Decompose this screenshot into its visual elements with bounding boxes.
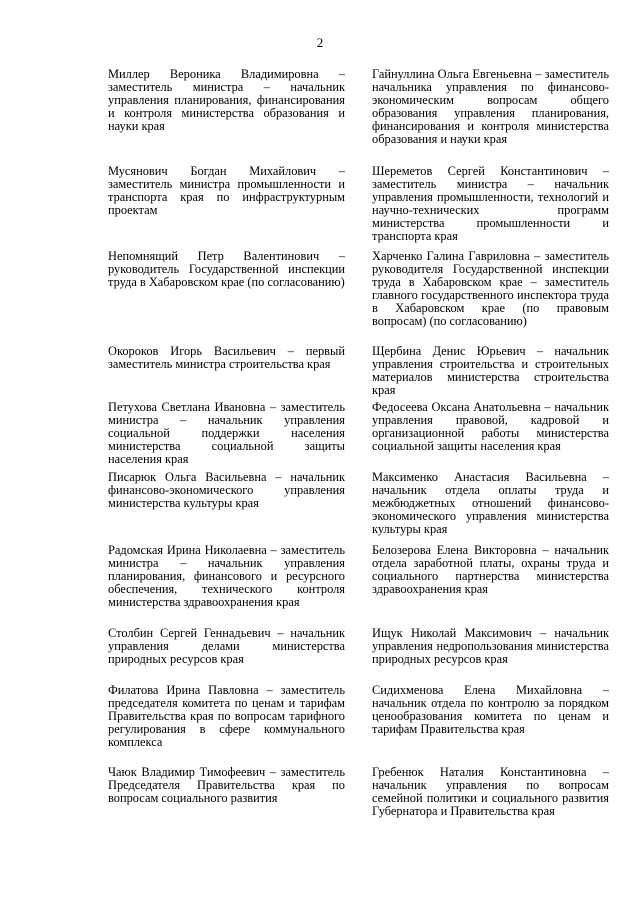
deputy-entry: Гайнуллина Ольга Евгеньевна – заместитель начальника управления по финансово-экономическим вопросам общего образования управления планирования, финансирования и контроля министерства образования и науки края: [372, 67, 609, 146]
deputy-entry: Ищук Николай Максимович – начальник управления недропользования министерства природных ресурсов края: [372, 626, 609, 666]
member-entry: Чаюк Владимир Тимофеевич – заместитель Председателя Правительства края по вопросам социального развития: [108, 765, 345, 805]
deputy-entry: Федосеева Оксана Анатольевна – начальник управления правовой, кадровой и организационной работы министерства социальной защиты населения края: [372, 400, 609, 453]
member-entry: Мусянович Богдан Михайлович – заместитель министра промышленности и транспорта края по инфраструктурным проектам: [108, 164, 345, 217]
member-entry: Петухова Светлана Ивановна – заместитель министра – начальник управления социальной поддержки населения министерства социальной защиты населения края: [108, 400, 345, 466]
deputy-entry: Сидихменова Елена Михайловна – начальник отдела по контролю за порядком ценообразования комитета по ценам и тарифам Правительства края: [372, 683, 609, 736]
member-entry: Радомская Ирина Николаевна – заместитель министра – начальник управления планирования, финансового и ресурсного обеспечения, технического контроля министерства здравоохранения края: [108, 543, 345, 609]
member-entry: Столбин Сергей Геннадьевич – начальник управления делами министерства природных ресурсов края: [108, 626, 345, 666]
deputy-entry: Гребенюк Наталия Константиновна – начальник управления по вопросам семейной политики и социального развития Губернатора и Правительства края: [372, 765, 609, 818]
deputy-entry: Белозерова Елена Викторовна – начальник отдела заработной платы, охраны труда и социального партнерства министерства здравоохранения края: [372, 543, 609, 596]
deputy-entry: Щербина Денис Юрьевич – начальник управления строительства и строительных материалов министерства строительства края: [372, 344, 609, 397]
page-number: 2: [316, 35, 324, 50]
member-entry: Миллер Вероника Владимировна – заместитель министра – начальник управления планирования, финансирования и контроля министерства образования и науки края: [108, 67, 345, 133]
deputy-entry: Шереметов Сергей Константинович – заместитель министра – начальник управления промышленности, технологий и научно-технических программ министерства промышленности и транспорта края: [372, 164, 609, 243]
deputy-entry: Харченко Галина Гавриловна – заместитель руководителя Государственной инспекции труда в Хабаровском крае – заместитель главного государственного инспектора труда в Хабаровском крае (по правовым вопросам) (по согласованию): [372, 249, 609, 328]
member-entry: Окороков Игорь Васильевич – первый заместитель министра строительства края: [108, 344, 345, 371]
member-entry: Филатова Ирина Павловна – заместитель председателя комитета по ценам и тарифам Правительства края по вопросам тарифного регулирования в сфере коммунального комплекса: [108, 683, 345, 749]
member-entry: Писарюк Ольга Васильевна – начальник финансово-экономического управления министерства культуры края: [108, 470, 345, 510]
deputy-entry: Максименко Анастасия Васильевна – начальник отдела оплаты труда и межбюджетных отношений финансово-экономического управления министерства культуры края: [372, 470, 609, 536]
member-entry: Непомнящий Петр Валентинович – руководитель Государственной инспекции труда в Хабаровском крае (по согласованию): [108, 249, 345, 289]
